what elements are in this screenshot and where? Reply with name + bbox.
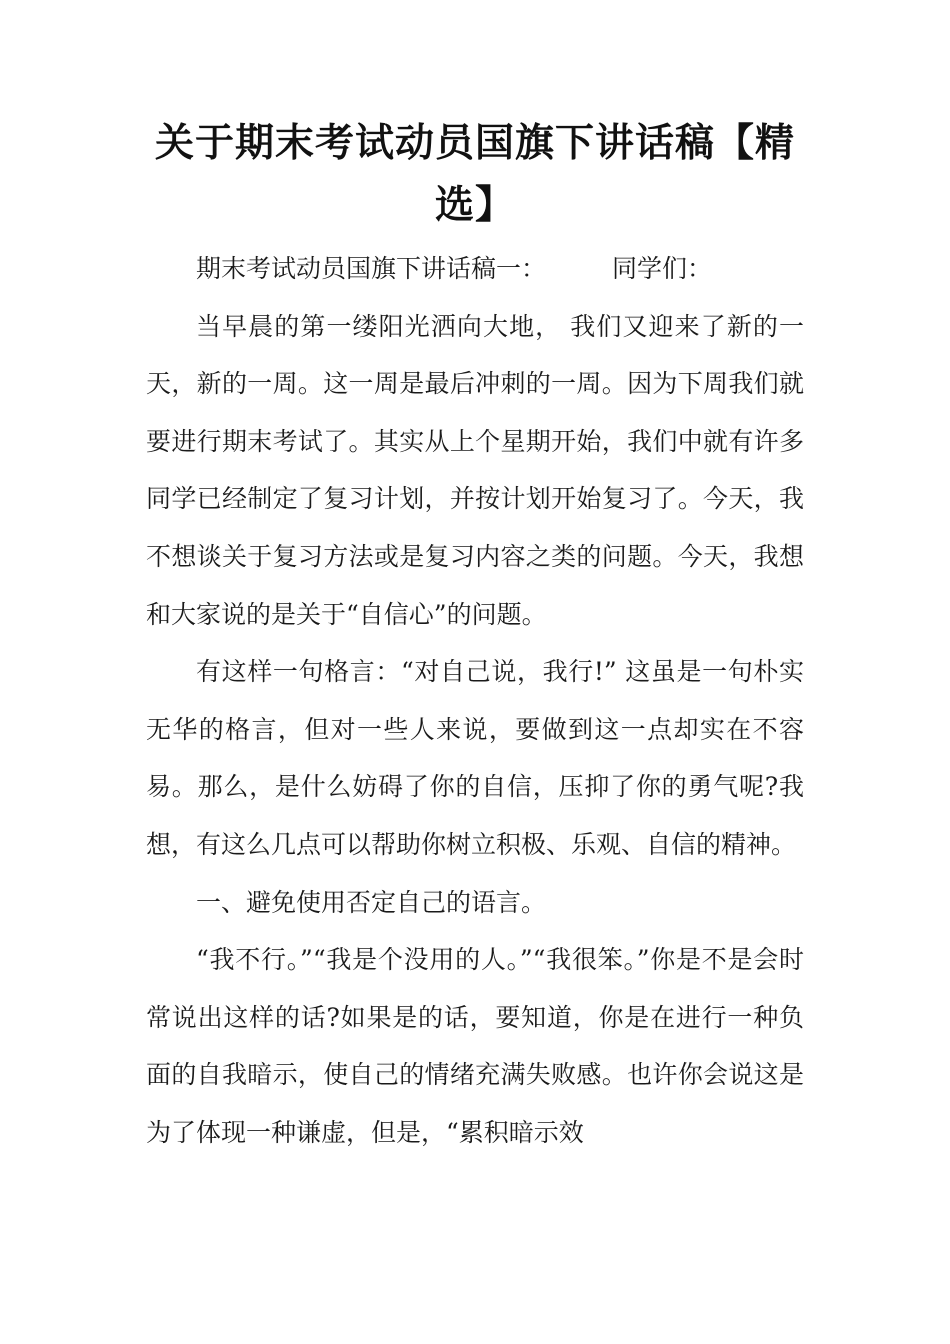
paragraph: “我不行。”“我是个没用的人。”“我很笨。”你是不是会时常说出这样的话?如果是的话，要知道，你是在进行一种负面的自我暗示，使自己的情绪充满失败感。也许你会说这是为了体现一种谦虚，但是，“累积暗示效 xyxy=(146,945,804,1147)
section-heading: 一、避免使用否定自己的语言。 xyxy=(196,887,547,917)
document-body xyxy=(146,240,804,1162)
paragraph: 有这样一句格言：“对自己说，我行!” 这虽是一句朴实无华的格言，但对一些人来说，要做到这一点却实在不容易。那么，是什么妨碍了你的自信，压抑了你的勇气呢?我想，有这么几点可以帮助你树立积极、乐观、自信的精神。 xyxy=(146,657,804,859)
speech-heading: 期末考试动员国旗下讲话稿一： xyxy=(196,254,547,283)
salutation: 同学们： xyxy=(612,254,713,283)
document-title: 关于期末考试动员国旗下讲话稿【精选】 xyxy=(154,120,795,228)
paragraph: 当早晨的第一缕阳光洒向大地， 我们又迎来了新的一天，新的一周。这一周是最后冲刺的一周。因为下周我们就要进行期末考试了。其实从上个星期开始，我们中就有许多同学已经制定了复习计划，并按计划开始复习了。今天，我不想谈关于复习方法或是复习内容之类的问题。今天，我想和大家说的是关于“自信心”的问题。 xyxy=(146,311,804,629)
intro-line xyxy=(146,240,804,298)
